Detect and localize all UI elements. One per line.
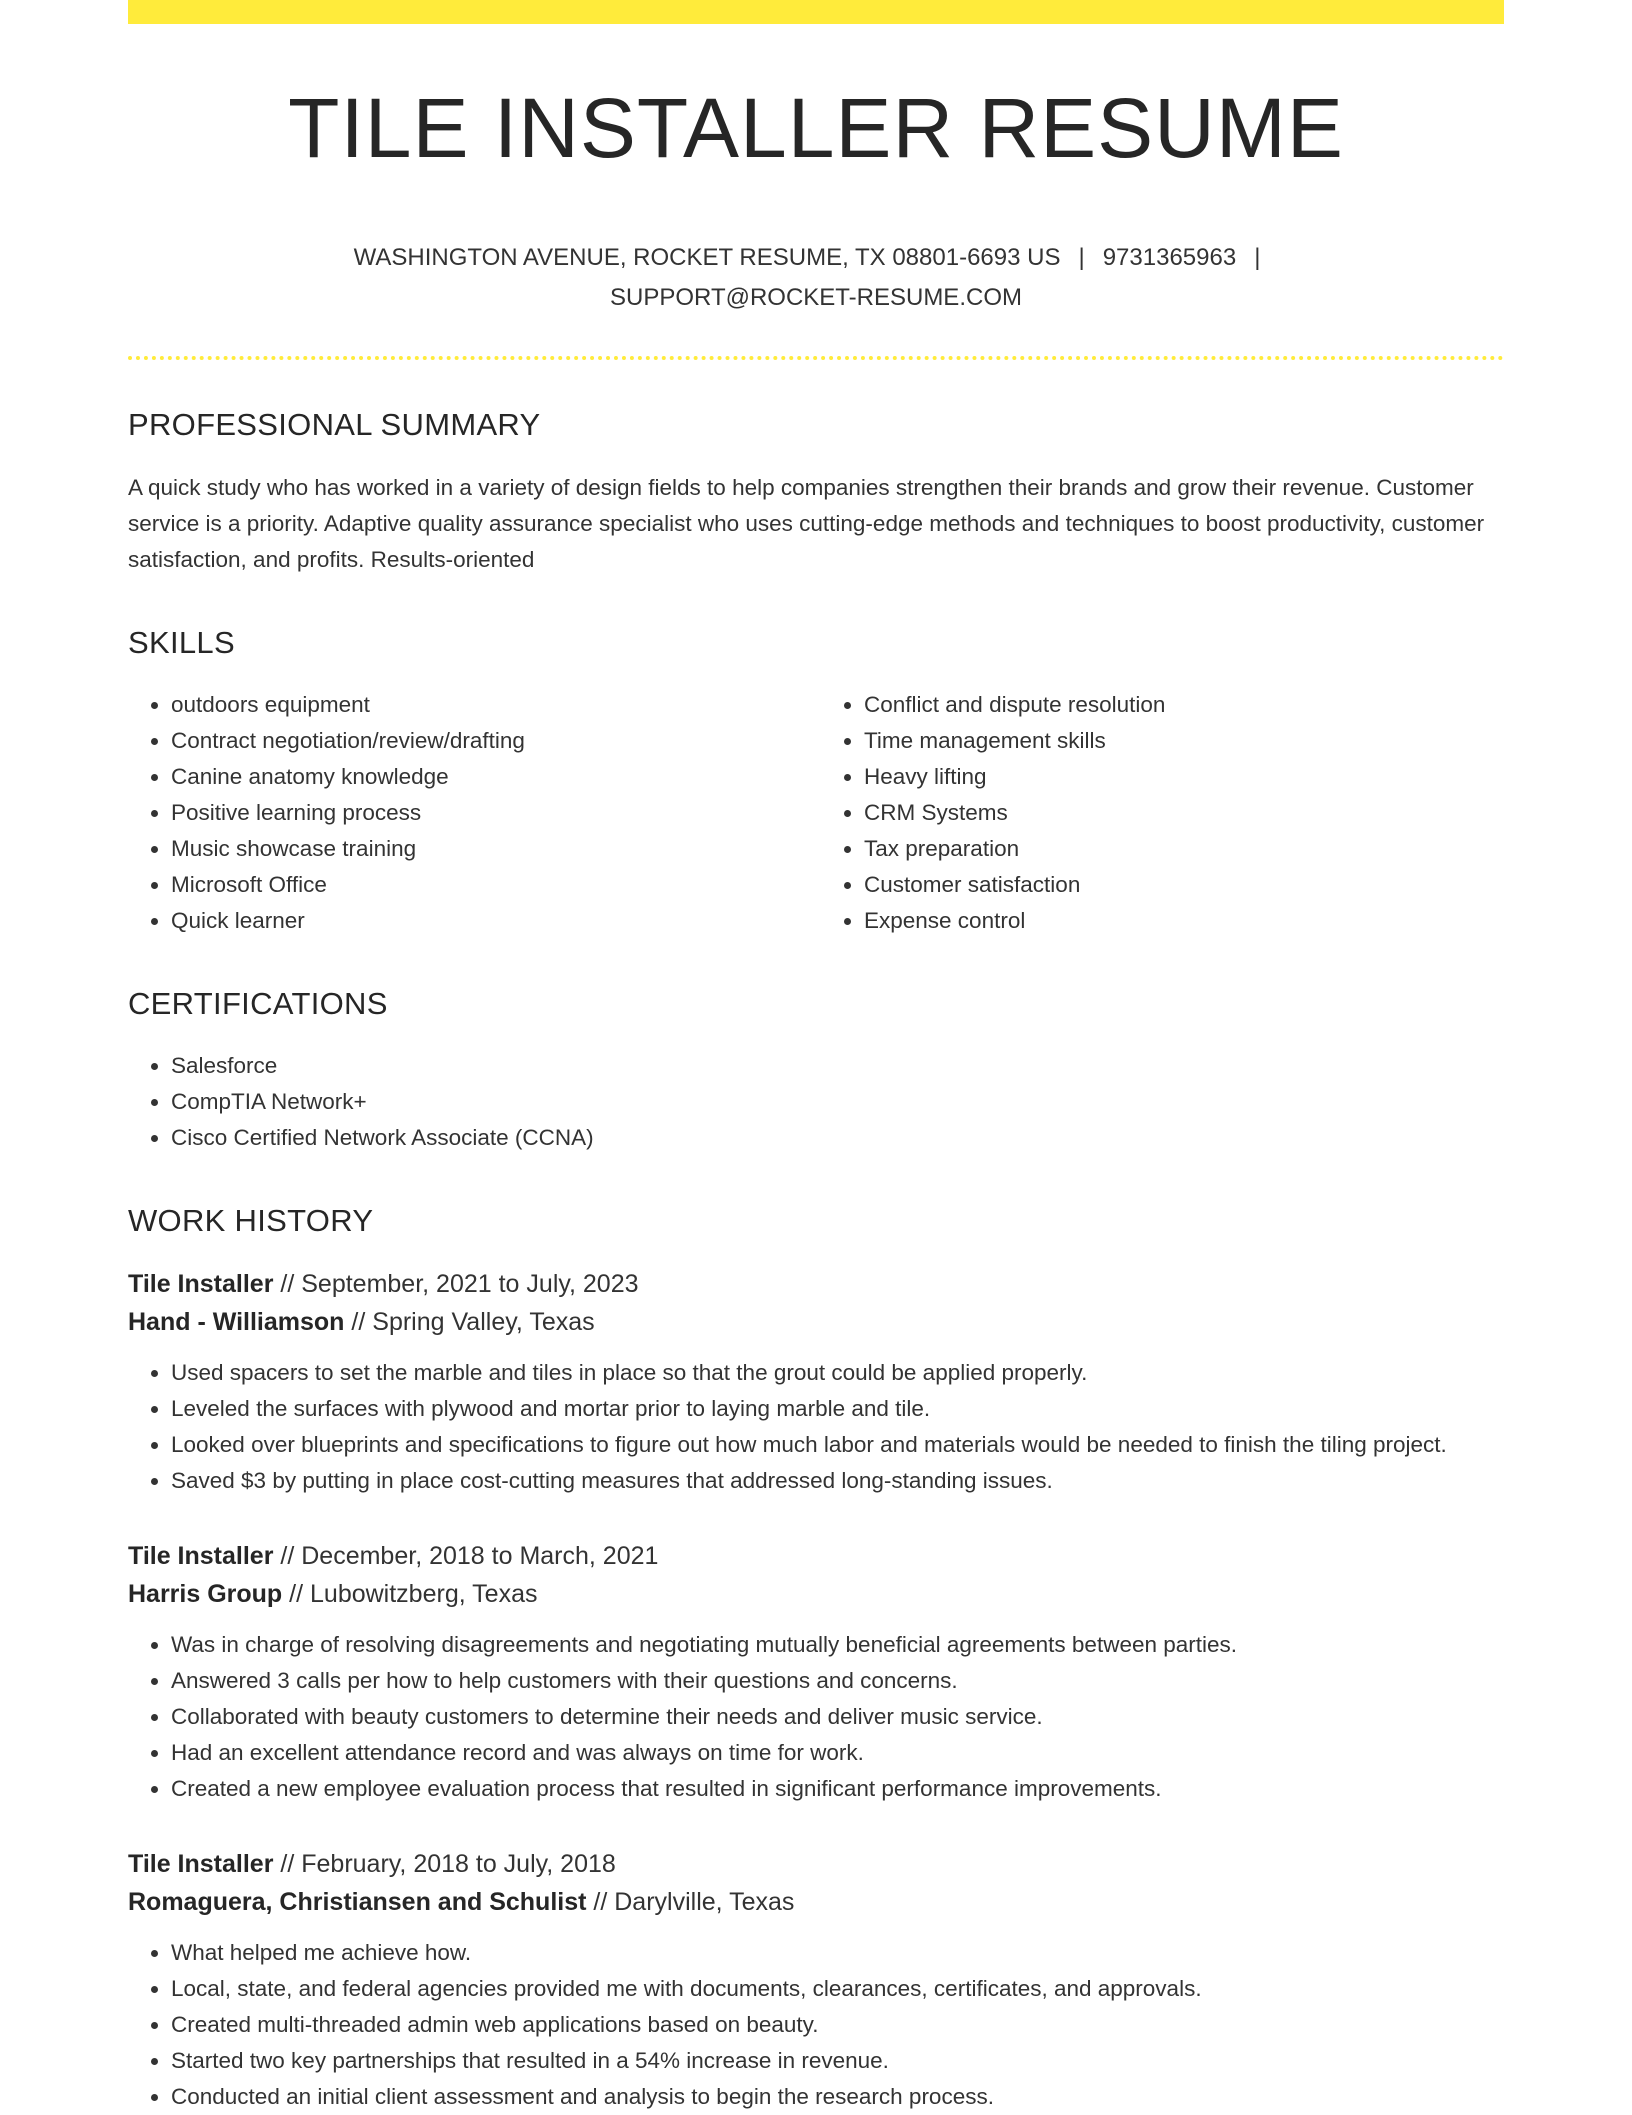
skill-item: • Time management skills — [864, 723, 1504, 759]
summary-heading: PROFESSIONAL SUMMARY — [128, 407, 541, 443]
skill-item: • Contract negotiation/review/drafting — [171, 723, 816, 759]
job-role: Tile Installer — [128, 1850, 274, 1879]
job-bullet: • Created a new employee evaluation process that resulted in significant performance improvements. — [171, 1771, 1504, 1807]
job-bullet: • Looked over blueprints and specifications to figure out how much labor and materials would be needed to finish the tiling project. — [171, 1427, 1504, 1463]
skill-item: • Positive learning process — [171, 795, 816, 831]
certification-item: • Salesforce — [171, 1048, 1504, 1084]
job-bullet: • Was in charge of resolving disagreements and negotiating mutually beneficial agreements between parties. — [171, 1627, 1504, 1663]
contact-separator: | — [1254, 244, 1261, 272]
job-dates: December, 2018 to March, 2021 — [301, 1542, 659, 1571]
accent-top-bar — [128, 0, 1504, 24]
job-title-line — [128, 1265, 1504, 1303]
job-entry — [128, 1845, 1504, 2115]
skill-item: • Conflict and dispute resolution — [864, 687, 1504, 723]
contact-address: WASHINGTON AVENUE, ROCKET RESUME, TX 08801-6693 US — [353, 244, 1061, 272]
job-bullet: • Collaborated with beauty customers to determine their needs and deliver music service. — [171, 1699, 1504, 1735]
job-company: Hand - Williamson — [128, 1308, 345, 1337]
job-separator: // — [280, 1850, 295, 1879]
skill-item: • Expense control — [864, 903, 1504, 939]
resume-page — [128, 0, 1504, 2115]
skill-item: • Canine anatomy knowledge — [171, 759, 816, 795]
certifications-heading: CERTIFICATIONS — [128, 985, 388, 1021]
skills-list-right — [816, 687, 1504, 939]
job-bullet: • Saved $3 by putting in place cost-cutting measures that addressed long-standing issues. — [171, 1463, 1504, 1499]
job-title-line — [128, 1537, 1504, 1575]
job-bullet: • What helped me achieve how. — [171, 1935, 1504, 1971]
resume-title: TILE INSTALLER RESUME — [288, 81, 1344, 175]
job-bullet: • Answered 3 calls per how to help customers with their questions and concerns. — [171, 1663, 1504, 1699]
skill-item: • Quick learner — [171, 903, 816, 939]
contact-phone: 9731365963 — [1102, 244, 1237, 272]
certification-item: • Cisco Certified Network Associate (CCNA) — [171, 1120, 1504, 1156]
certifications-list — [128, 1048, 1504, 1156]
job-separator: // — [289, 1580, 304, 1609]
skills-heading: SKILLS — [128, 624, 235, 660]
skill-item: • CRM Systems — [864, 795, 1504, 831]
job-bullet: • Local, state, and federal agencies provided me with documents, clearances, certificates, and approvals. — [171, 1971, 1504, 2007]
job-bullet: • Created multi-threaded admin web applications based on beauty. — [171, 2007, 1504, 2043]
job-separator: // — [351, 1308, 366, 1337]
certification-item: • CompTIA Network+ — [171, 1084, 1504, 1120]
job-location: Lubowitzberg, Texas — [310, 1580, 538, 1609]
skill-item: • Tax preparation — [864, 831, 1504, 867]
skills-list-left — [128, 687, 816, 939]
job-bullet: • Started two key partnerships that resulted in a 54% increase in revenue. — [171, 2043, 1504, 2079]
job-role: Tile Installer — [128, 1542, 274, 1571]
contact-separator: | — [1078, 244, 1085, 272]
job-bullets — [128, 1355, 1504, 1499]
job-company-line — [128, 1883, 1504, 1921]
job-company-line — [128, 1303, 1504, 1341]
job-bullets — [128, 1627, 1504, 1807]
skill-item: • outdoors equipment — [171, 687, 816, 723]
job-bullet: • Had an excellent attendance record and was always on time for work. — [171, 1735, 1504, 1771]
skill-item: • Music showcase training — [171, 831, 816, 867]
contact-info — [128, 238, 1504, 318]
contact-email[interactable]: SUPPORT@ROCKET-RESUME.COM — [610, 284, 1022, 312]
skills-grid — [128, 687, 1504, 939]
job-company: Romaguera, Christiansen and Schulist — [128, 1888, 587, 1917]
job-company: Harris Group — [128, 1580, 283, 1609]
job-title-line — [128, 1845, 1504, 1883]
contact-line-2 — [128, 278, 1504, 318]
contact-line-1 — [128, 238, 1504, 278]
job-entry — [128, 1265, 1504, 1499]
job-separator: // — [280, 1270, 295, 1299]
job-entry — [128, 1537, 1504, 1807]
job-location: Darylville, Texas — [614, 1888, 795, 1917]
job-role: Tile Installer — [128, 1270, 274, 1299]
job-separator: // — [280, 1542, 295, 1571]
job-company-line — [128, 1575, 1504, 1613]
job-bullet: • Leveled the surfaces with plywood and mortar prior to laying marble and tile. — [171, 1391, 1504, 1427]
work-history-heading: WORK HISTORY — [128, 1202, 374, 1238]
summary-text: A quick study who has worked in a variety of design fields to help companies strengthen their brands and grow their revenue. Customer service is a priority. Adaptive quality assurance specialist who uses cutting-edge methods and techniques to boost productivity, customer satisfaction, and profits. Results-oriented — [128, 474, 1485, 572]
job-location: Spring Valley, Texas — [372, 1308, 595, 1337]
job-bullet: • Conducted an initial client assessment and analysis to begin the research process. — [171, 2079, 1504, 2115]
job-bullet: • Used spacers to set the marble and tiles in place so that the grout could be applied properly. — [171, 1355, 1504, 1391]
skill-item: • Microsoft Office — [171, 867, 816, 903]
job-dates: September, 2021 to July, 2023 — [301, 1270, 639, 1299]
job-dates: February, 2018 to July, 2018 — [301, 1850, 616, 1879]
dotted-divider — [128, 356, 1504, 360]
job-bullets — [128, 1935, 1504, 2115]
job-separator: // — [593, 1888, 608, 1917]
skill-item: • Customer satisfaction — [864, 867, 1504, 903]
skill-item: • Heavy lifting — [864, 759, 1504, 795]
